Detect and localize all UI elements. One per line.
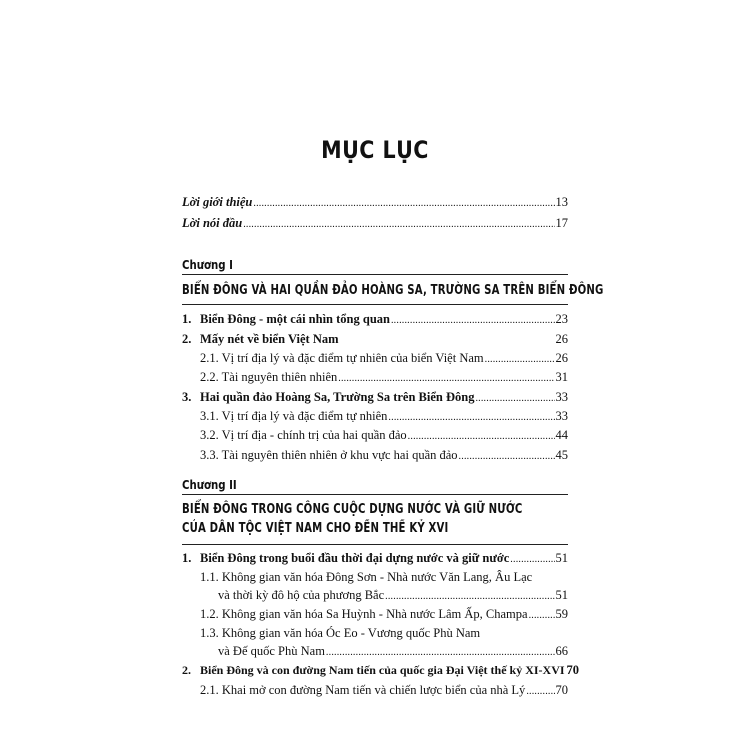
toc-entry-page: 70 <box>555 683 568 697</box>
toc-entry-page: 66 <box>555 644 568 658</box>
toc-entry-page: 13 <box>555 195 568 209</box>
toc-entry-label: Biển Đông - một cái nhìn tổng quan <box>200 312 390 326</box>
toc-entry-page: 26 <box>555 332 568 346</box>
toc-entry-label: 1.2. Không gian văn hóa Sa Huỳnh - Nhà nước Lâm Ấp, Champa <box>200 607 528 621</box>
toc-entry[interactable] <box>200 367 568 385</box>
toc-entry[interactable] <box>182 309 568 327</box>
toc-entry-label: và thời kỳ đô hộ của phương Bắc <box>218 588 385 602</box>
toc-entry[interactable] <box>182 548 568 566</box>
divider <box>182 494 568 495</box>
toc-entry[interactable] <box>200 406 568 424</box>
toc-entry-preface[interactable] <box>182 213 568 231</box>
toc-entry[interactable] <box>200 348 568 366</box>
leader-dots <box>243 219 554 231</box>
leader-dots <box>529 610 555 622</box>
leader-dots <box>408 431 555 443</box>
toc-entry-label: 1.3. Không gian văn hóa Óc Eo - Vương quốc Phù Nam <box>200 626 481 640</box>
leader-dots <box>475 393 554 405</box>
toc-entry-label: 3.3. Tài nguyên thiên nhiên ở khu vực hai quần đảo <box>200 448 458 462</box>
toc-entry[interactable] <box>182 660 580 678</box>
toc-entry-label: Lời giới thiệu <box>182 195 253 209</box>
toc-entry-number: 1. <box>182 551 192 565</box>
toc-entry-number: 2. <box>182 332 192 346</box>
toc-entry-number: 2. <box>182 663 191 677</box>
toc-entry[interactable] <box>182 387 568 405</box>
divider <box>182 304 568 305</box>
toc-entry-page: 26 <box>555 351 568 365</box>
toc-entry-label: Biển Đông và con đường Nam tiến của quốc gia Đại Việt thế kỷ XI-XVI <box>200 663 565 677</box>
toc-entry-page: 51 <box>555 588 568 602</box>
toc-entry-label: Hai quần đảo Hoàng Sa, Trường Sa trên Biển Đông <box>200 390 475 404</box>
leader-dots <box>485 354 555 366</box>
toc-entry-foreword[interactable] <box>182 192 568 210</box>
leader-dots <box>510 554 554 566</box>
toc-entry[interactable] <box>200 604 568 622</box>
toc-entry-label: 2.1. Khai mở con đường Nam tiến và chiến lược biển của nhà Lý <box>200 683 526 697</box>
toc-entry-page: 33 <box>555 409 568 423</box>
leader-dots <box>388 412 554 424</box>
toc-entry-label: Mấy nét về biển Việt Nam <box>200 332 339 346</box>
toc-entry-label: 2.2. Tài nguyên thiên nhiên <box>200 370 338 384</box>
chapter-2-label: Chương II <box>182 478 237 492</box>
toc-entry-label: 3.1. Vị trí địa lý và đặc điểm tự nhiên <box>200 409 388 423</box>
chapter-1-title: BIỂN ĐÔNG VÀ HAI QUẦN ĐẢO HOÀNG SA, TRƯỜNG SA TRÊN BIỂN ĐÔNG <box>182 283 604 298</box>
toc-entry-page: 23 <box>555 312 568 326</box>
toc-entry[interactable] <box>200 425 568 443</box>
leader-dots <box>459 451 555 463</box>
chapter-1-label: Chương I <box>182 258 233 272</box>
chapter-2-title-line1: BIỂN ĐÔNG TRONG CÔNG CUỘC DỰNG NƯỚC VÀ GIỮ NƯỚC <box>182 502 523 517</box>
leader-dots <box>526 686 554 698</box>
toc-entry-page: 59 <box>555 607 568 621</box>
chapter-2-title-line2: CỦA DÂN TỘC VIỆT NAM CHO ĐẾN THẾ KỶ XVI <box>182 521 449 536</box>
leader-dots <box>253 198 554 210</box>
toc-entry-number: 1. <box>182 312 192 326</box>
leader-dots <box>385 591 554 603</box>
leader-dots <box>326 647 555 659</box>
toc-entry-label: Biển Đông trong buổi đầu thời đại dựng nước và giữ nước <box>200 551 510 565</box>
leader-dots <box>391 315 555 327</box>
toc-entry-page: 33 <box>555 390 568 404</box>
toc-entry-label: 2.1. Vị trí địa lý và đặc điểm tự nhiên của biển Việt Nam <box>200 351 484 365</box>
page-title: MỤC LỤC <box>321 136 429 164</box>
toc-entry-label: Lời nói đầu <box>182 216 243 230</box>
toc-entry-label: 1.1. Không gian văn hóa Đông Sơn - Nhà nước Văn Lang, Âu Lạc <box>200 570 533 584</box>
divider <box>182 544 568 545</box>
toc-entry[interactable] <box>200 445 568 463</box>
toc-entry-page: 51 <box>555 551 568 565</box>
toc-entry-page: 17 <box>555 216 568 230</box>
toc-entry-page: 44 <box>555 428 568 442</box>
toc-entry[interactable] <box>182 329 568 347</box>
toc-entry-label: 3.2. Vị trí địa - chính trị của hai quần đảo <box>200 428 407 442</box>
toc-entry-page: 70 <box>566 663 580 677</box>
toc-entry[interactable] <box>200 680 568 698</box>
toc-entry-page: 31 <box>555 370 568 384</box>
toc-entry[interactable] <box>218 641 568 659</box>
divider <box>182 274 568 275</box>
toc-entry[interactable] <box>218 585 568 603</box>
toc-entry-page: 45 <box>555 448 568 462</box>
toc-entry-label: và Đế quốc Phù Nam <box>218 644 325 658</box>
leader-dots <box>338 373 554 385</box>
toc-entry-number: 3. <box>182 390 192 404</box>
